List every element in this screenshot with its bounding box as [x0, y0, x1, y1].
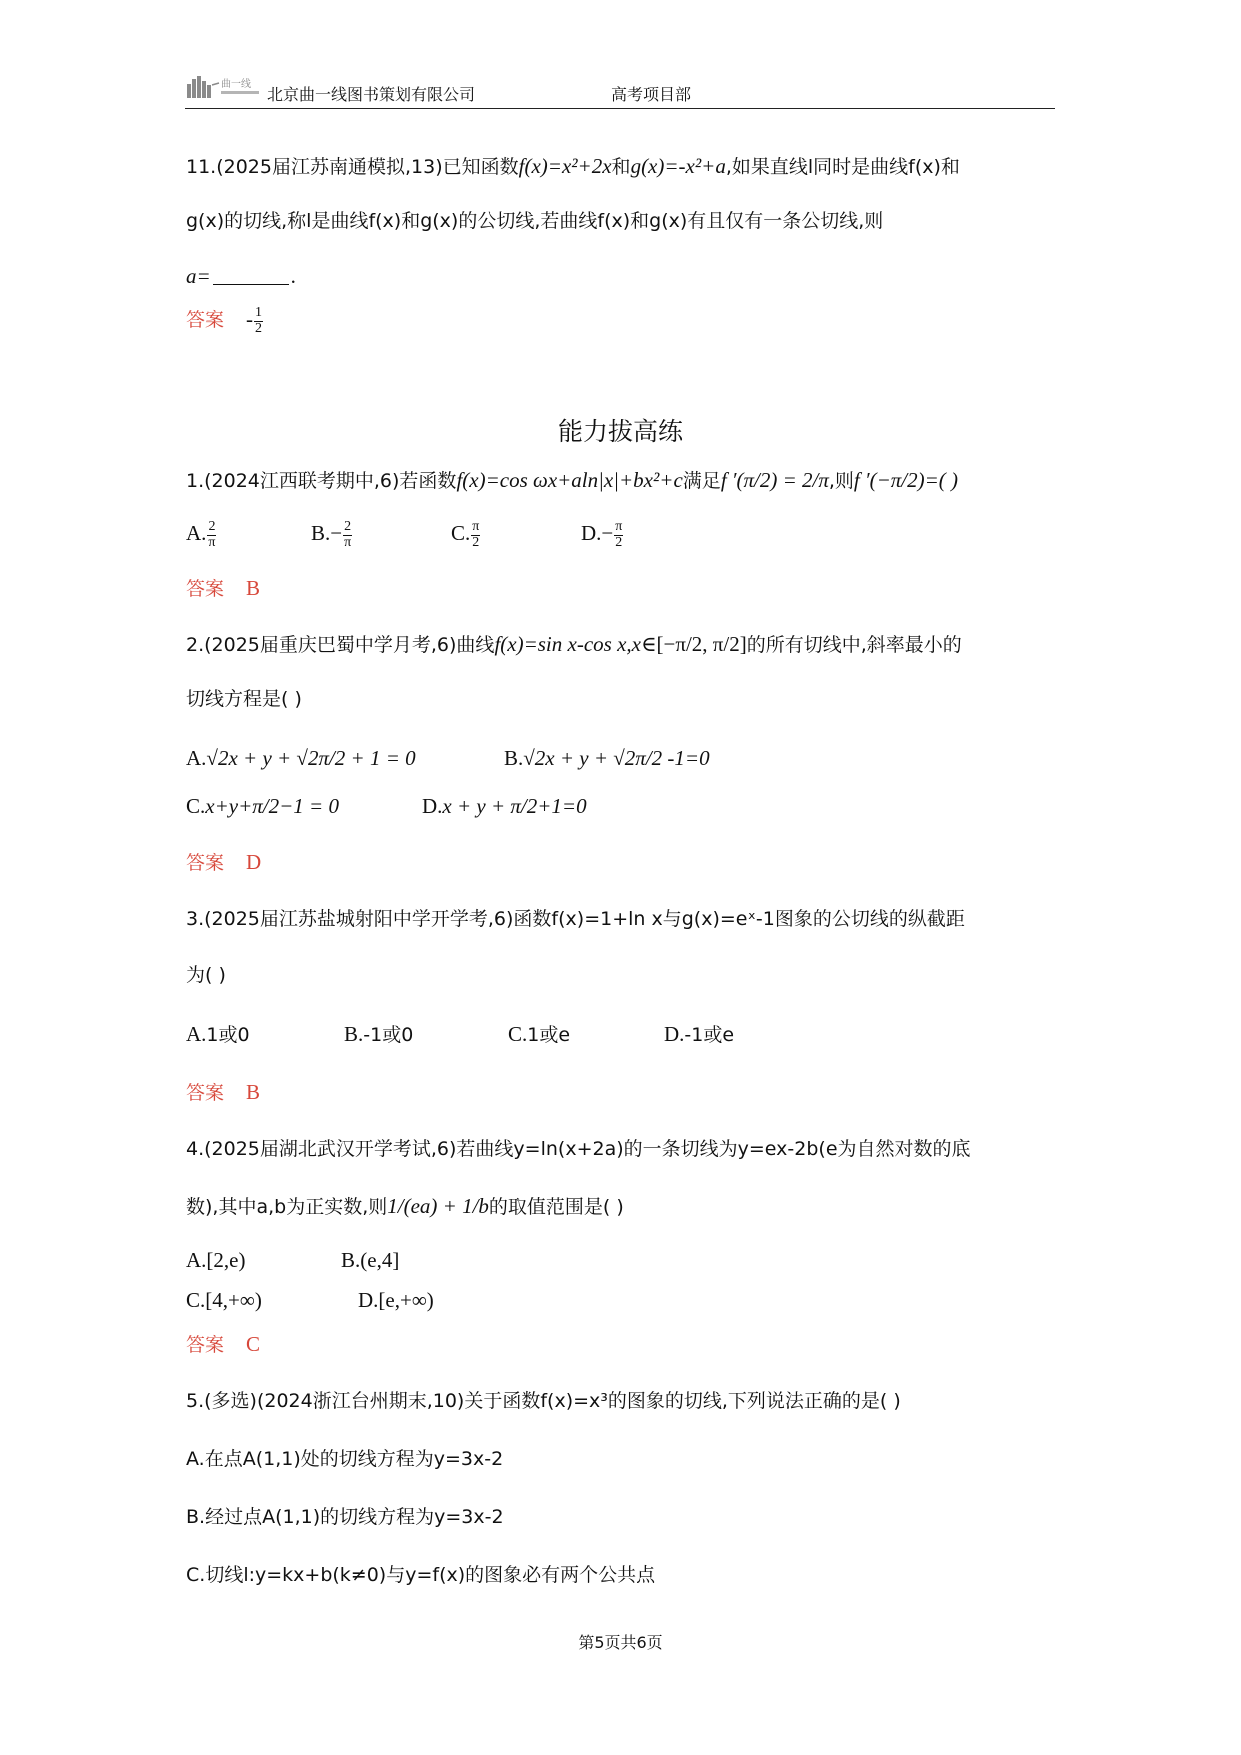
q3-answer: 答案 B: [186, 1080, 261, 1104]
q4-option-a: A.[2,e): [186, 1248, 246, 1272]
q4-stem-line2: 数),其中a,b为正实数,则1/(ea) + 1/b的取值范围是( ): [186, 1194, 624, 1218]
q5-option-b: B.经过点A(1,1)的切线方程为y=3x-2: [186, 1506, 504, 1528]
q2-answer: 答案 D: [186, 850, 262, 874]
section-title: 能力拔高练: [557, 417, 683, 446]
q2-option-d: D.x + y + π/2+1=0: [422, 794, 587, 818]
q2-stem-line2: 切线方程是( ): [186, 688, 302, 710]
q11-answer: 答案 - $\frac{1}{2}$: [186, 305, 263, 336]
q3-option-d: D.-1或e: [664, 1022, 735, 1046]
q11-line2: g(x)的切线,称l是曲线f(x)和g(x)的公切线,若曲线f(x)和g(x)有且仅有一条公切线,则: [186, 210, 884, 232]
q4-option-c: C.[4,+∞): [186, 1288, 262, 1312]
publisher-logo-icon: [187, 74, 265, 100]
q4-option-d: D.[e,+∞): [358, 1288, 434, 1312]
q5-option-a: A.在点A(1,1)处的切线方程为y=3x-2: [186, 1448, 504, 1470]
q4-options-row2: [186, 1290, 434, 1311]
q1-answer: 答案 B: [186, 576, 261, 600]
q2-option-b: B.√2x + y + √2π/2 -1=0: [504, 746, 710, 770]
q2-stem-line1: 2.(2025届重庆巴蜀中学月考,6)曲线f(x)=sin x-cos x,x∈[−π/2, π/2]的所有切线中,斜率最小的: [186, 632, 962, 656]
answer-blank: [213, 266, 289, 285]
company-name: 北京曲一线图书策划有限公司: [267, 85, 476, 104]
q11-line3: a= .: [186, 264, 296, 288]
q1-option-a: A. $\frac{2}{\pi}$: [186, 519, 216, 550]
q3-option-c: C.1或e: [508, 1022, 571, 1046]
q2-option-a: A.√2x + y + √2π/2 + 1 = 0: [186, 746, 416, 770]
q1-option-c: C. $\frac{\pi}{2}$: [451, 519, 480, 550]
q3-options: [186, 1024, 734, 1045]
svg-text:曲一线: 曲一线: [221, 79, 251, 90]
q2-options-row1: [186, 748, 710, 769]
q1-option-b: B.− $\frac{2}{\pi}$: [311, 519, 352, 550]
department-name: 高考项目部: [611, 85, 692, 104]
q1-option-d: D.− $\frac{\pi}{2}$: [581, 519, 623, 550]
page-header: [185, 72, 1055, 109]
q2-option-c: C.x+y+π/2−1 = 0: [186, 794, 339, 818]
q4-option-b: B.(e,4]: [341, 1248, 400, 1272]
page-indicator: 第5页共6页: [578, 1633, 663, 1652]
q3-option-a: A.1或0: [186, 1022, 250, 1046]
q3-option-b: B.-1或0: [344, 1022, 414, 1046]
q5-stem: 5.(多选)(2024浙江台州期末,10)关于函数f(x)=x³的图象的切线,下列说法正确的是( ): [186, 1390, 901, 1412]
q1-stem: 1.(2024江西联考期中,6)若函数f(x)=cos ωx+aln|x|+bx²+c满足f ′(π/2) = 2/π,则f ′(−π/2)=( ): [186, 468, 959, 492]
q11-line1: 11.(2025届江苏南通模拟,13)已知函数f(x)=x²+2x和g(x)=-x²+a,如果直线l同时是曲线f(x)和: [186, 154, 960, 178]
q4-stem-line1: 4.(2025届湖北武汉开学考试,6)若曲线y=ln(x+2a)的一条切线为y=ex-2b(e为自然对数的底: [186, 1138, 971, 1160]
q2-options-row2: [186, 796, 587, 817]
q4-answer: 答案 C: [186, 1332, 261, 1356]
q3-stem-line1: 3.(2025届江苏盐城射阳中学开学考,6)函数f(x)=1+ln x与g(x)=eˣ-1图象的公切线的纵截距: [186, 908, 965, 930]
q5-option-c: C.切线l:y=kx+b(k≠0)与y=f(x)的图象必有两个公共点: [186, 1564, 656, 1586]
q1-options: [186, 520, 624, 550]
q4-options-row1: [186, 1250, 399, 1271]
q3-stem-line2: 为( ): [186, 964, 226, 986]
